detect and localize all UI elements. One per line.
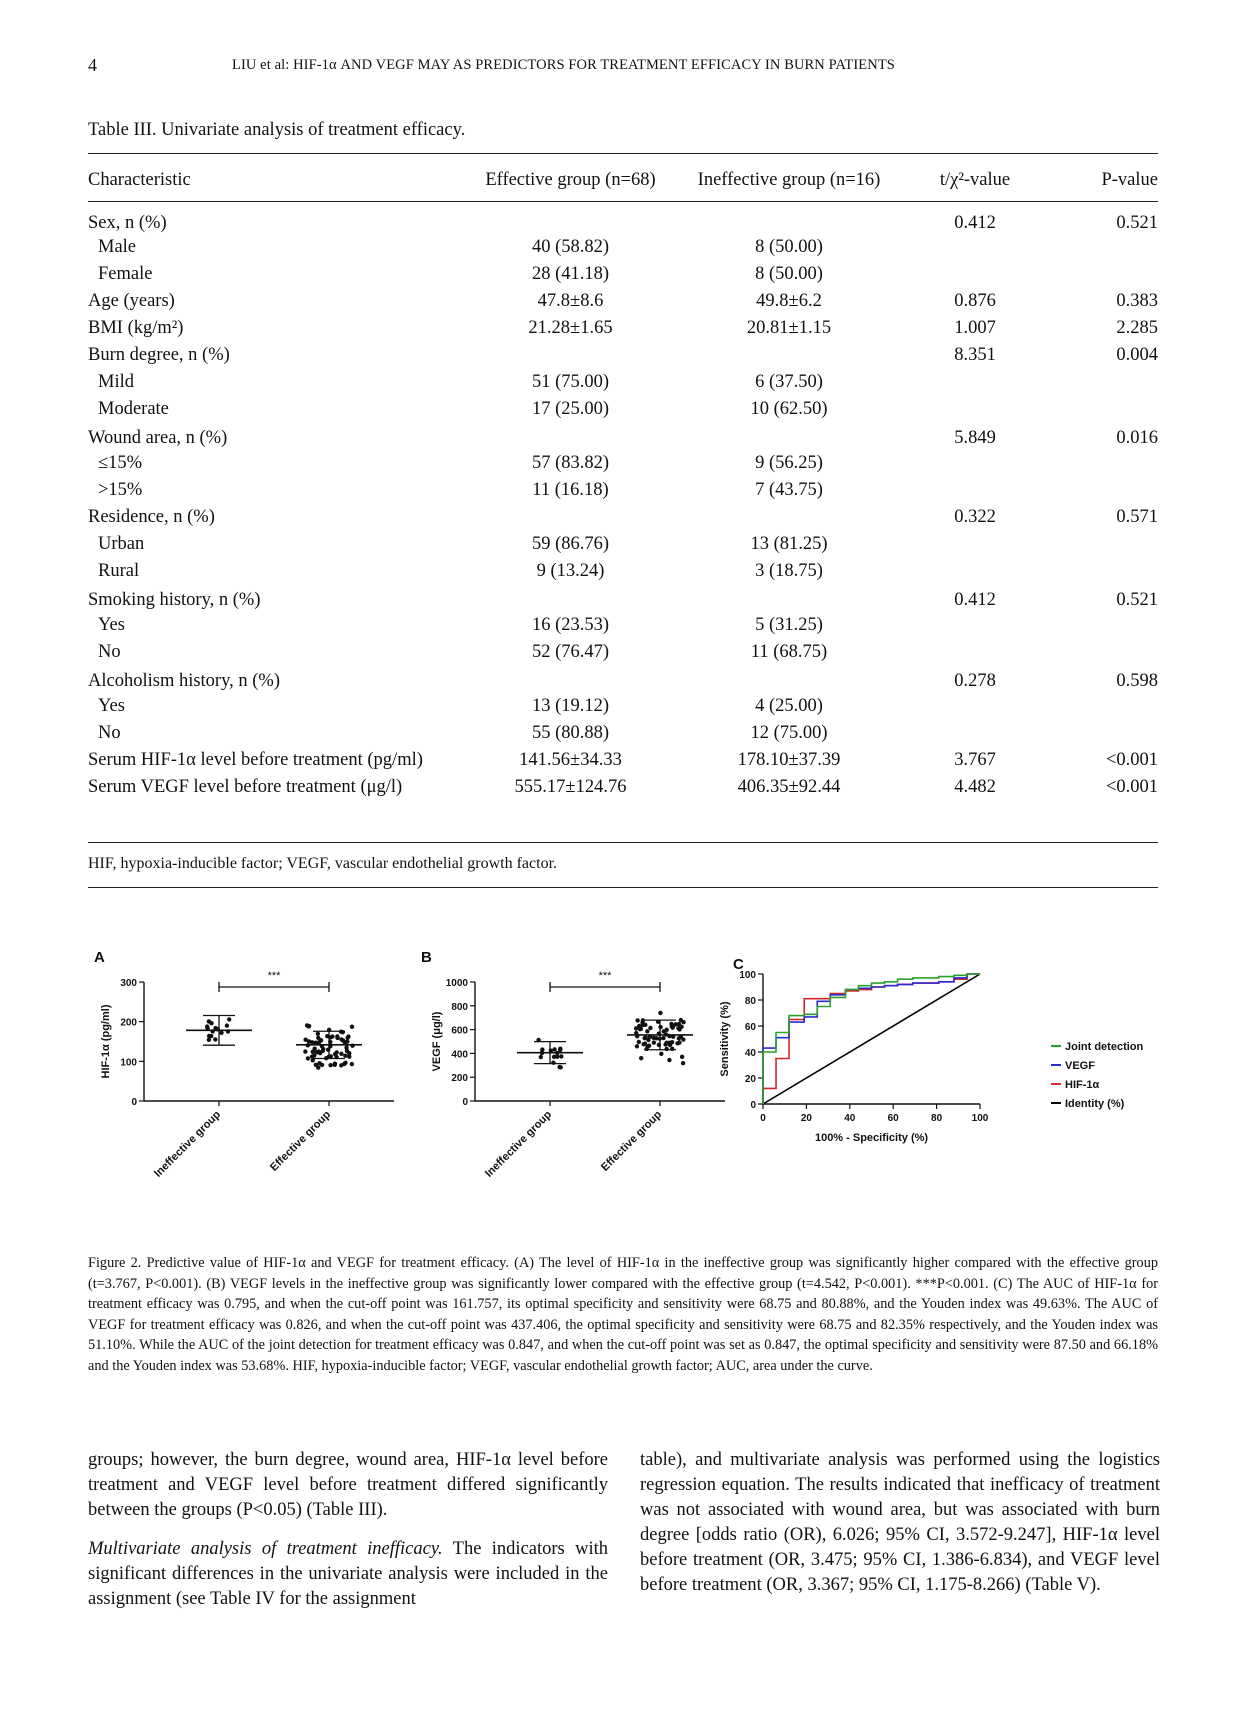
data-point <box>209 1021 213 1025</box>
panel-letter: B <box>421 950 432 966</box>
data-point <box>344 1045 348 1049</box>
data-point <box>639 1056 643 1060</box>
data-point <box>670 1024 674 1028</box>
y-tick-label: 200 <box>120 1017 137 1029</box>
data-point <box>637 1040 641 1044</box>
cell-effective: 141.56±34.33 <box>519 750 622 770</box>
cell-effective: 17 (25.00) <box>531 399 610 419</box>
cell-p <box>1045 693 1158 720</box>
cell-stat: 1.007 <box>954 318 996 338</box>
cell-effective <box>468 423 673 450</box>
cell-stat <box>905 261 1045 288</box>
cell-ineffective <box>673 342 905 369</box>
cell-effective: 16 (23.53) <box>531 615 610 635</box>
data-point <box>310 1040 314 1044</box>
cell-ineffective: 9 (56.25) <box>755 453 823 473</box>
table-row <box>88 261 1158 288</box>
data-point <box>663 1042 667 1046</box>
cell-effective: 55 (80.88) <box>531 723 610 743</box>
y-tick-label: 400 <box>451 1049 468 1061</box>
data-point <box>207 1034 211 1038</box>
cell-stat <box>905 450 1045 477</box>
x-tick-label: 100 <box>971 1113 989 1124</box>
body-column-left <box>88 1448 608 1626</box>
row-label: Yes <box>98 696 125 716</box>
cell-p <box>1045 396 1158 423</box>
row-label: Rural <box>98 561 140 581</box>
cell-ineffective: 4 (25.00) <box>755 696 823 716</box>
data-point <box>316 1032 320 1036</box>
table-row <box>88 288 1158 315</box>
data-point <box>681 1037 685 1041</box>
row-label: Alcoholism history, n (%) <box>88 671 281 691</box>
significance-label: *** <box>598 970 612 982</box>
cell-ineffective: 8 (50.00) <box>755 237 823 257</box>
table-iii <box>88 160 1158 801</box>
cell-effective <box>468 200 673 234</box>
row-label: Yes <box>98 615 125 635</box>
x-tick-label: 60 <box>887 1113 899 1124</box>
row-label: >15% <box>98 480 143 500</box>
cell-p: 0.521 <box>1116 590 1158 610</box>
figure-2 <box>88 950 1168 1250</box>
data-point <box>345 1039 349 1043</box>
cell-ineffective: 6 (37.50) <box>755 372 823 392</box>
section-heading: Multivariate analysis of treatment inefficacy. <box>88 1539 443 1559</box>
data-point <box>645 1029 649 1033</box>
table-row <box>88 612 1158 639</box>
data-point <box>661 1036 665 1040</box>
data-point <box>664 1047 668 1051</box>
data-point <box>659 1052 663 1056</box>
cell-stat <box>905 693 1045 720</box>
y-tick-label: 0 <box>462 1097 468 1108</box>
col-header: Effective group (n=68) <box>485 169 656 190</box>
cell-stat <box>905 531 1045 558</box>
data-point <box>648 1026 652 1030</box>
data-point <box>312 1053 316 1057</box>
paragraph: groups; however, the burn degree, wound area, HIF-1α level before treatment and VEGF level before treatment differed significantly between the groups (P<0.05) (Table III). <box>88 1450 608 1520</box>
paragraph <box>88 1537 608 1612</box>
cell-stat: 0.412 <box>954 213 996 233</box>
cell-stat <box>905 612 1045 639</box>
panel-letter: C <box>733 956 744 973</box>
x-tick-label: 20 <box>800 1113 812 1124</box>
cell-stat: 0.412 <box>954 590 996 610</box>
y-tick-label: 0 <box>131 1097 137 1108</box>
data-point <box>305 1023 309 1027</box>
data-point <box>350 1025 354 1029</box>
cell-p: 0.383 <box>1116 291 1158 311</box>
data-point <box>346 1034 350 1038</box>
col-header: Characteristic <box>88 169 191 190</box>
data-point <box>225 1023 229 1027</box>
cell-ineffective: 8 (50.00) <box>755 264 823 284</box>
cell-p <box>1045 234 1158 261</box>
data-point <box>328 1063 332 1067</box>
table-row <box>88 504 1158 531</box>
y-tick-label: 60 <box>744 1022 756 1033</box>
data-point <box>321 1047 325 1051</box>
cell-effective: 11 (16.18) <box>532 480 609 500</box>
cell-stat <box>905 234 1045 261</box>
row-label: No <box>98 642 121 662</box>
data-point <box>552 1047 556 1051</box>
cell-ineffective: 20.81±1.15 <box>746 318 832 338</box>
cell-stat: 3.767 <box>954 750 996 770</box>
cell-p: 0.571 <box>1116 507 1158 527</box>
cell-ineffective: 10 (62.50) <box>750 399 828 419</box>
cell-p <box>1045 531 1158 558</box>
cell-stat <box>905 558 1045 585</box>
y-axis-label: VEGF (μg/l) <box>431 1011 443 1072</box>
row-label: Residence, n (%) <box>88 507 215 527</box>
x-tick-label: 40 <box>844 1113 856 1124</box>
cell-effective <box>468 666 673 693</box>
data-point <box>306 1056 310 1060</box>
table-row <box>88 369 1158 396</box>
cell-effective <box>468 342 673 369</box>
paragraph: table), and multivariate analysis was performed using the logistics regression equation. The results indicated that inefficacy of treatment was not associated with wound area, but was associated with burn degree [odds ratio (OR), 6.026; 95% CI, 3.572-9.247], HIF-1α level before treatment (OR, 3.475; 95% CI, 1.386-6.834), and VEGF level before treatment (OR, 3.367; 95% CI, 1.175-8.266) (Table V). <box>640 1450 1160 1595</box>
table-body <box>88 200 1158 801</box>
table-row <box>88 396 1158 423</box>
data-point <box>558 1048 562 1052</box>
data-point <box>335 1034 339 1038</box>
cell-p: 0.521 <box>1116 213 1158 233</box>
col-header: Ineffective group (n=16) <box>697 169 881 190</box>
data-point <box>335 1050 339 1054</box>
col-header: P-value <box>1101 169 1158 190</box>
table-row <box>88 666 1158 693</box>
table-caption: Table III. Univariate analysis of treatment efficacy. <box>88 120 466 140</box>
table-header-row <box>88 160 1158 200</box>
row-label: Male <box>98 237 137 257</box>
row-label: Serum VEGF level before treatment (μg/l) <box>88 777 403 797</box>
col-header: t/χ²-value <box>939 169 1011 190</box>
cell-ineffective <box>673 504 905 531</box>
data-point <box>643 1042 647 1046</box>
legend-label: VEGF <box>1065 1060 1095 1072</box>
data-point <box>227 1017 231 1021</box>
cell-ineffective: 3 (18.75) <box>755 561 823 581</box>
y-axis-label: HIF-1α (pg/ml) <box>100 1004 112 1079</box>
roc-curve-line <box>763 974 980 1104</box>
data-point <box>339 1052 343 1056</box>
x-axis-label: 100% - Specificity (%) <box>814 1132 929 1144</box>
cell-effective: 40 (58.82) <box>531 237 610 257</box>
x-tick-label: Effective group <box>599 1108 665 1174</box>
y-tick-label: 600 <box>451 1025 468 1037</box>
data-point <box>350 1062 354 1066</box>
cell-effective: 59 (86.76) <box>531 534 610 554</box>
cell-p <box>1045 639 1158 666</box>
data-point <box>652 1040 656 1044</box>
data-point <box>539 1055 543 1059</box>
footnote-rule <box>88 887 1158 888</box>
cell-p <box>1045 369 1158 396</box>
data-point <box>643 1023 647 1027</box>
cell-stat <box>905 720 1045 747</box>
data-point <box>664 1028 668 1032</box>
data-point <box>677 1036 681 1040</box>
y-tick-label: 300 <box>120 978 137 989</box>
table-row <box>88 585 1158 612</box>
data-point <box>635 1018 639 1022</box>
data-point <box>645 1047 649 1051</box>
data-point <box>635 1044 639 1048</box>
data-point <box>679 1018 683 1022</box>
cell-p <box>1045 450 1158 477</box>
y-tick-label: 1000 <box>445 978 468 989</box>
cell-effective <box>468 585 673 612</box>
cell-effective: 9 (13.24) <box>536 561 605 581</box>
table-row <box>88 693 1158 720</box>
figure-caption: Figure 2. Predictive value of HIF-1α and VEGF for treatment efficacy. (A) The level of HIF-1α in the ineffective group was significantly higher compared with the effective group (t=3.767, P<0.001). (B) VEGF levels in the ineffective group was significantly lower compared with the effective group (t=4.542, P<0.001). ***P<0.001. (C) The AUC of HIF-1α for treatment efficacy was 0.795, and when the cut-off point was 161.757, its optimal specificity and sensitivity were 68.75 and 80.88%, and the Youden index was 49.63%. The AUC of VEGF for treatment efficacy was 0.826, and when the cut-off point was 437.406, the optimal specificity and sensitivity were 68.75 and 82.35% respectively, and the Youden index was 51.10%. While the AUC of the joint detection for treatment efficacy was 0.847, and when the cut-off point was set as 0.847, the optimal specificity and sensitivity were 87.50 and 66.18% and the Youden index was 53.68%. HIF, hypoxia-inducible factor; VEGF, vascular endothelial growth factor; AUC, area under the curve. <box>88 1255 1158 1374</box>
row-label: Serum HIF-1α level before treatment (pg/ml) <box>88 750 423 770</box>
cell-p: 0.016 <box>1116 428 1158 448</box>
table-row <box>88 423 1158 450</box>
cell-ineffective: 12 (75.00) <box>750 723 828 743</box>
legend-label: Identity (%) <box>1065 1098 1125 1110</box>
row-label: Sex, n (%) <box>88 213 167 233</box>
cell-p <box>1045 261 1158 288</box>
table-row <box>88 477 1158 504</box>
table-row <box>88 747 1158 774</box>
y-tick-label: 100 <box>120 1057 137 1069</box>
row-label: BMI (kg/m²) <box>88 318 184 338</box>
cell-ineffective <box>673 423 905 450</box>
data-point <box>643 1035 647 1039</box>
cell-effective: 47.8±8.6 <box>537 291 604 311</box>
cell-effective: 28 (41.18) <box>531 264 610 284</box>
data-point <box>555 1055 559 1059</box>
cell-effective: 21.28±1.65 <box>528 318 613 338</box>
data-point <box>667 1058 671 1062</box>
cell-stat: 0.322 <box>954 507 996 527</box>
cell-p: 2.285 <box>1116 318 1158 338</box>
table-footnote: HIF, hypoxia-inducible factor; VEGF, vascular endothelial growth factor. <box>88 855 558 872</box>
table-row <box>88 639 1158 666</box>
y-tick-label: 200 <box>451 1073 468 1085</box>
y-tick-label: 40 <box>744 1048 756 1059</box>
panel-letter: A <box>94 950 105 966</box>
cell-ineffective: 406.35±92.44 <box>737 777 841 797</box>
cell-p <box>1045 477 1158 504</box>
cell-ineffective: 11 (68.75) <box>750 642 828 662</box>
cell-effective: 555.17±124.76 <box>514 777 627 797</box>
x-tick-label: Effective group <box>268 1108 334 1174</box>
cell-effective: 13 (19.12) <box>531 696 610 716</box>
cell-ineffective: 178.10±37.39 <box>737 750 841 770</box>
running-title: LIU et al: HIF-1α AND VEGF MAY AS PREDICTORS FOR TREATMENT EFFICACY IN BURN PATIENTS <box>232 57 895 73</box>
table-row <box>88 200 1158 234</box>
cell-p <box>1045 558 1158 585</box>
table-top-rule <box>88 153 1158 154</box>
cell-effective: 57 (83.82) <box>531 453 610 473</box>
page-number: 4 <box>88 55 97 75</box>
data-point <box>681 1061 685 1065</box>
cell-p: 0.598 <box>1116 671 1158 691</box>
cell-effective <box>468 504 673 531</box>
y-tick-label: 80 <box>744 996 756 1007</box>
data-point <box>679 1025 683 1029</box>
data-point <box>654 1036 658 1040</box>
data-point <box>303 1049 307 1053</box>
cell-effective: 51 (75.00) <box>531 372 610 392</box>
data-point <box>680 1055 684 1059</box>
y-axis-label: Sensitivity (%) <box>719 1001 731 1077</box>
cell-p <box>1045 612 1158 639</box>
row-label: Smoking history, n (%) <box>88 590 261 610</box>
cell-stat: 0.876 <box>954 291 996 311</box>
cell-ineffective <box>673 666 905 693</box>
cell-stat <box>905 396 1045 423</box>
x-tick-label: 80 <box>931 1113 943 1124</box>
table-row <box>88 558 1158 585</box>
data-point <box>675 1041 679 1045</box>
data-point <box>333 1063 337 1067</box>
data-point <box>213 1037 217 1041</box>
cell-p: <0.001 <box>1105 750 1158 770</box>
y-tick-label: 100 <box>739 970 756 981</box>
data-point <box>326 1048 330 1052</box>
cell-p: 0.004 <box>1116 345 1158 365</box>
row-label: ≤15% <box>98 453 143 473</box>
table-row <box>88 531 1158 558</box>
row-label: Urban <box>98 534 145 554</box>
cell-ineffective: 49.8±6.2 <box>756 291 822 311</box>
row-label: Wound area, n (%) <box>88 428 228 448</box>
row-label: Burn degree, n (%) <box>88 345 230 365</box>
cell-ineffective: 5 (31.25) <box>755 615 823 635</box>
data-point <box>339 1037 343 1041</box>
row-label: No <box>98 723 121 743</box>
paragraph-text: The indicators with significant differences in the univariate analysis were included in the assignment (see Table IV for the assignment <box>88 1539 608 1609</box>
cell-stat: 0.278 <box>954 671 996 691</box>
x-tick-label: Ineffective group <box>482 1108 555 1180</box>
row-label: Age (years) <box>88 291 175 311</box>
y-tick-label: 20 <box>744 1074 756 1085</box>
data-point <box>342 1062 346 1066</box>
data-point <box>658 1011 662 1015</box>
cell-stat: 5.849 <box>954 428 996 448</box>
cell-ineffective: 13 (81.25) <box>750 534 828 554</box>
cell-stat <box>905 477 1045 504</box>
cell-stat <box>905 639 1045 666</box>
x-tick-label: 0 <box>760 1113 766 1124</box>
table-row <box>88 774 1158 801</box>
cell-stat <box>905 369 1045 396</box>
data-point <box>317 1040 321 1044</box>
table-row <box>88 315 1158 342</box>
table-row <box>88 234 1158 261</box>
y-tick-label: 0 <box>750 1100 756 1111</box>
row-label: Mild <box>98 372 134 392</box>
row-label: Female <box>98 264 153 284</box>
data-point <box>316 1065 320 1069</box>
data-point <box>207 1038 211 1042</box>
legend-label: HIF-1α <box>1065 1079 1100 1091</box>
cell-ineffective: 7 (43.75) <box>755 480 823 500</box>
cell-ineffective <box>673 585 905 612</box>
cell-p <box>1045 720 1158 747</box>
data-point <box>347 1051 351 1055</box>
row-label: Moderate <box>98 399 169 419</box>
cell-p: <0.001 <box>1105 777 1158 797</box>
legend-label: Joint detection <box>1065 1041 1144 1053</box>
data-point <box>343 1053 347 1057</box>
x-tick-label: Ineffective group <box>151 1108 224 1180</box>
table-row <box>88 720 1158 747</box>
table-bottom-rule <box>88 842 1158 843</box>
cell-effective: 52 (76.47) <box>531 642 610 662</box>
data-point <box>559 1054 563 1058</box>
body-column-right <box>640 1448 1160 1612</box>
data-point <box>558 1065 562 1069</box>
cell-stat: 4.482 <box>954 777 996 797</box>
data-point <box>219 1031 223 1035</box>
data-point <box>634 1026 638 1030</box>
significance-label: *** <box>267 970 281 982</box>
y-tick-label: 800 <box>451 1001 468 1013</box>
cell-stat: 8.351 <box>954 345 996 365</box>
data-point <box>312 1046 316 1050</box>
cell-ineffective <box>673 200 905 234</box>
table-row <box>88 342 1158 369</box>
table-row <box>88 450 1158 477</box>
